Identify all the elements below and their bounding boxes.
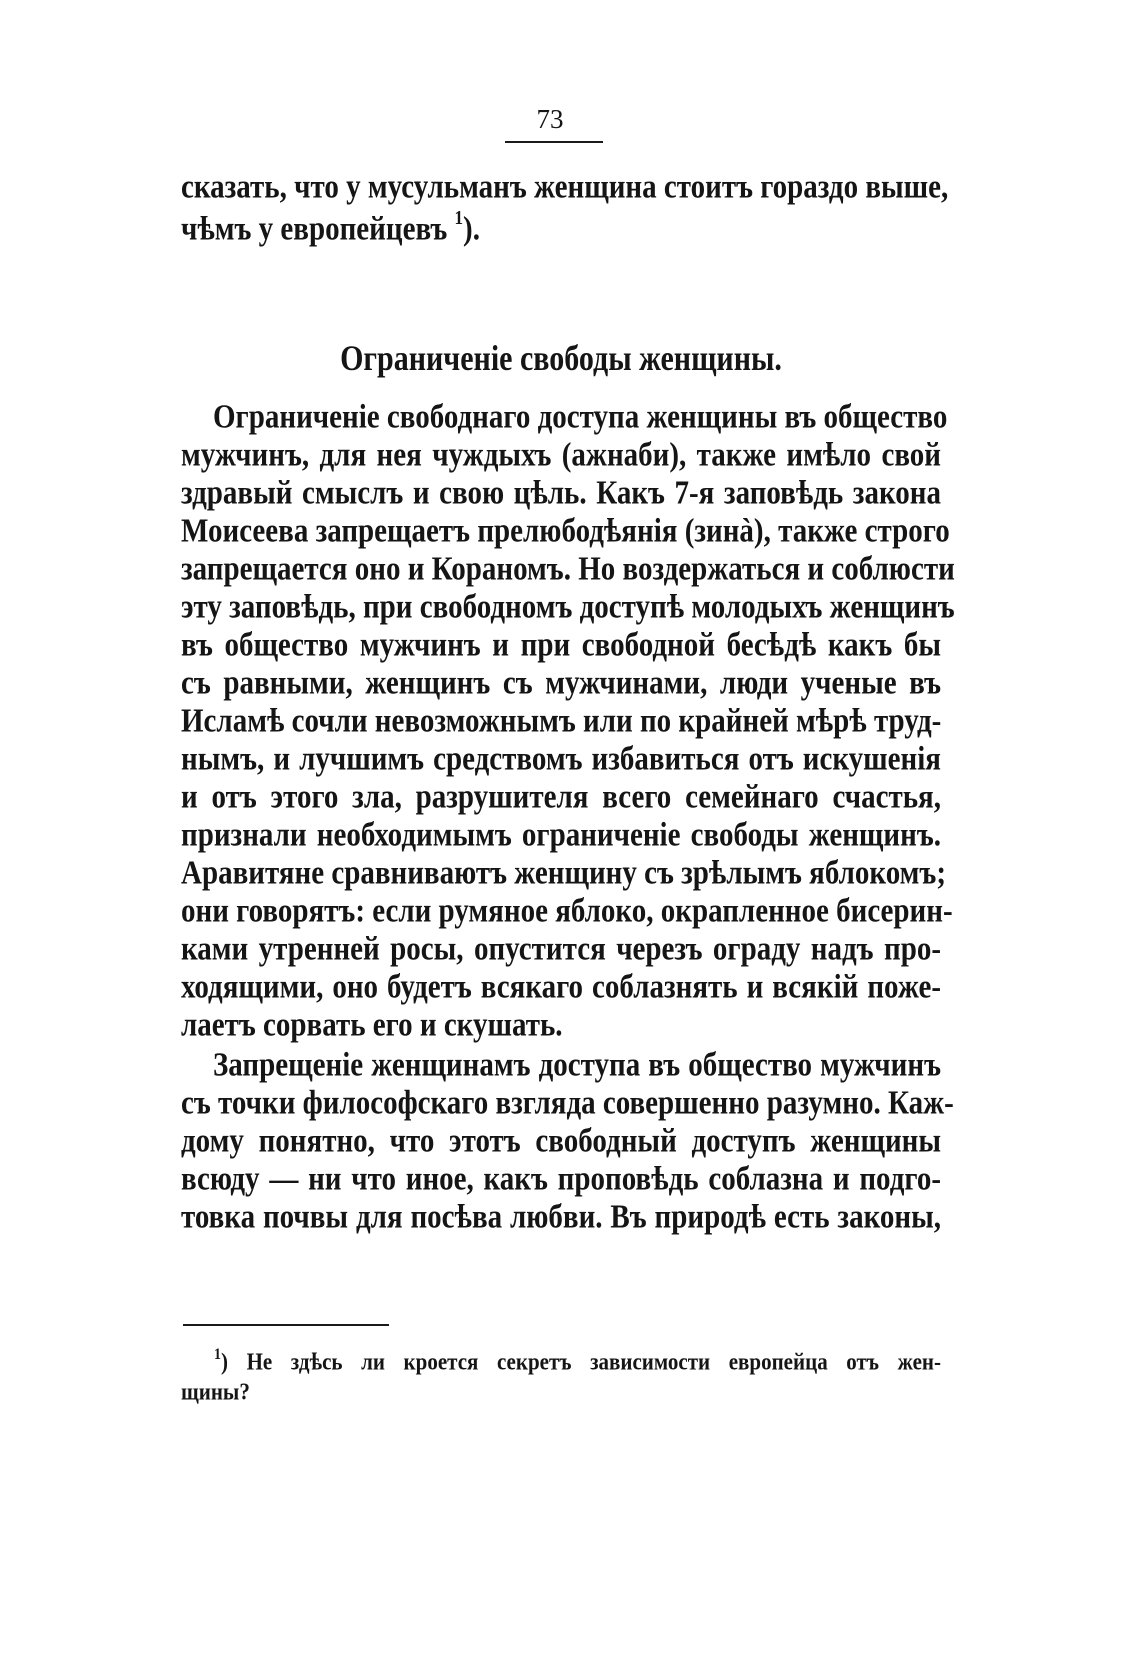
paragraph1-line-6: эту заповѣдь, при свободномъ доступѣ молодыхъ женщинъ	[181, 587, 955, 626]
paragraph1-line-17: лаетъ сорвать его и скушать.	[181, 1005, 563, 1044]
paragraph2-line-4: всюду — ни что иное, какъ проповѣдь соблазна и подго-	[181, 1159, 941, 1198]
paragraph2-line-5: товка почвы для посѣва любви. Въ природѣ есть законы,	[181, 1197, 941, 1236]
paragraph1-line-9: Исламѣ сочли невозможнымъ или по крайней мѣрѣ труд-	[181, 701, 942, 740]
footnote-line-2: щины?	[181, 1377, 250, 1406]
paragraph1-line-15: ками утренней росы, опустится черезъ ограду надъ про-	[181, 929, 941, 968]
continuation-line-2	[181, 204, 941, 254]
paragraph1-line-5: запрещается оно и Кораномъ. Но воздержаться и соблюсти	[181, 549, 955, 588]
page-number-underline	[505, 141, 603, 143]
continuation-line-2-text: чѣмъ у европейцевъ	[181, 209, 448, 248]
paragraph1-line-11: и отъ этого зла, разрушителя всего семейнаго счастья,	[181, 777, 941, 816]
footnote-line-1-text: ) Не здѣсь ли кроется секретъ зависимости европейца отъ жен-	[221, 1347, 941, 1376]
paragraph2-line-3: дому понятно, что этотъ свободный доступъ женщины	[181, 1121, 941, 1160]
paragraph1-line-3: здравый смыслъ и свою цѣль. Какъ 7-я заповѣдь закона	[181, 473, 941, 512]
paragraph1-line-14: они говорятъ: если румяное яблоко, окрапленное бисерин-	[181, 891, 953, 930]
paragraph1-line-1: Ограниченіе свободнаго доступа женщины въ общество	[213, 397, 948, 436]
section-heading: Ограниченіе свободы женщины.	[340, 338, 782, 379]
footnote-separator	[183, 1324, 389, 1326]
paragraph2-line-1: Запрещеніе женщинамъ доступа въ общество мужчинъ	[213, 1045, 941, 1084]
paragraph1-line-10: нымъ, и лучшимъ средствомъ избавиться отъ искушенія	[181, 739, 941, 778]
paragraph1-line-13: Аравитяне сравниваютъ женщину съ зрѣлымъ яблокомъ;	[181, 853, 946, 892]
paragraph1-line-2: мужчинъ, для нея чуждыхъ (ажнаби), также имѣло свой	[181, 435, 941, 474]
paragraph1-line-8: съ равными, женщинъ съ мужчинами, люди ученые въ	[181, 663, 941, 702]
paragraph1-line-16: ходящими, оно будетъ всякаго соблазнять и всякій поже-	[181, 967, 941, 1006]
paragraph1-line-12: признали необходимымъ ограниченіе свободы женщинъ.	[181, 815, 941, 854]
paragraph1-line-7: въ общество мужчинъ и при свободной бесѣдѣ какъ бы	[181, 625, 941, 664]
continuation-line-1: сказать, что у мусульманъ женщина стоитъ гораздо выше,	[181, 167, 949, 206]
paragraph2-line-2: съ точки философскаго взгляда совершенно разумно. Каж-	[181, 1083, 954, 1122]
continuation-line-2-tail: ).	[463, 209, 480, 248]
paragraph1-line-4: Моисеева запрещаетъ прелюбодѣянія (зинà), также строго	[181, 511, 950, 550]
page-number: 73	[536, 104, 564, 134]
footnote-reference[interactable]: 1	[454, 206, 464, 229]
footnote-marker: 1	[214, 1346, 221, 1364]
